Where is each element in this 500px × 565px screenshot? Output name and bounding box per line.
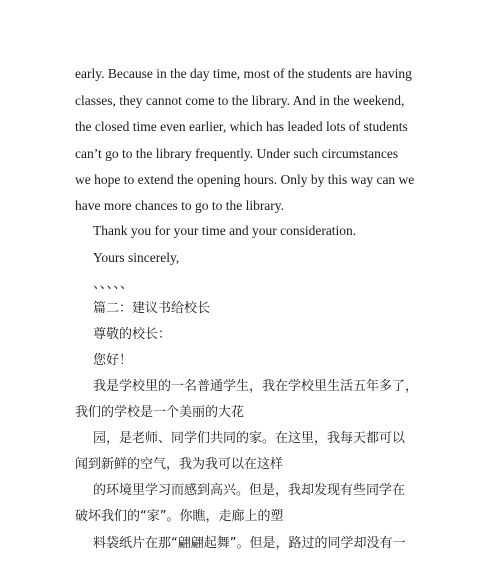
paragraph-line: 料袋纸片在那“翩翩起舞”。但是，路过的同学却没有一: [93, 536, 406, 551]
paragraph-line: we hope to extend the opening hours. Only by this way can we: [75, 172, 415, 187]
paragraph-line: early. Because in the day time, most of the students are having: [75, 66, 412, 81]
paragraph-line: 闻到新鲜的空气，我为我可以在这样: [75, 457, 284, 472]
paragraph-line: 我们的学校是一个美丽的大花: [75, 405, 245, 420]
paragraph-line: 破坏我们的“家”。你瞧，走廊上的塑: [75, 509, 284, 524]
paragraph-line: 园，是老师、同学们共同的家。在这里，我每天都可以: [93, 431, 406, 446]
closing-line: Yours sincerely,: [93, 250, 180, 265]
salutation: 尊敬的校长：: [93, 327, 172, 342]
section-heading: 篇二：建议书给校长: [93, 301, 211, 316]
paragraph-line: classes, they cannot come to the library. And in the weekend,: [75, 93, 405, 108]
paragraph-line: 我是学校里的一名普通学生，我在学校里生活五年多了，: [93, 379, 419, 394]
paragraph-line: can’t go to the library frequently. Under such circumstances: [75, 146, 399, 161]
paragraph-line: 的环境里学习而感到高兴。但是，我却发现有些同学在: [93, 483, 406, 498]
thanks-line: Thank you for your time and your consideration.: [93, 223, 357, 238]
paragraph-line: have more chances to go to the library.: [75, 198, 285, 213]
paragraph-line: the closed time even earlier, which has leaded lots of students: [75, 119, 408, 134]
omission-marks: 、、、、、: [93, 276, 134, 291]
greeting: 您好！: [93, 353, 133, 368]
